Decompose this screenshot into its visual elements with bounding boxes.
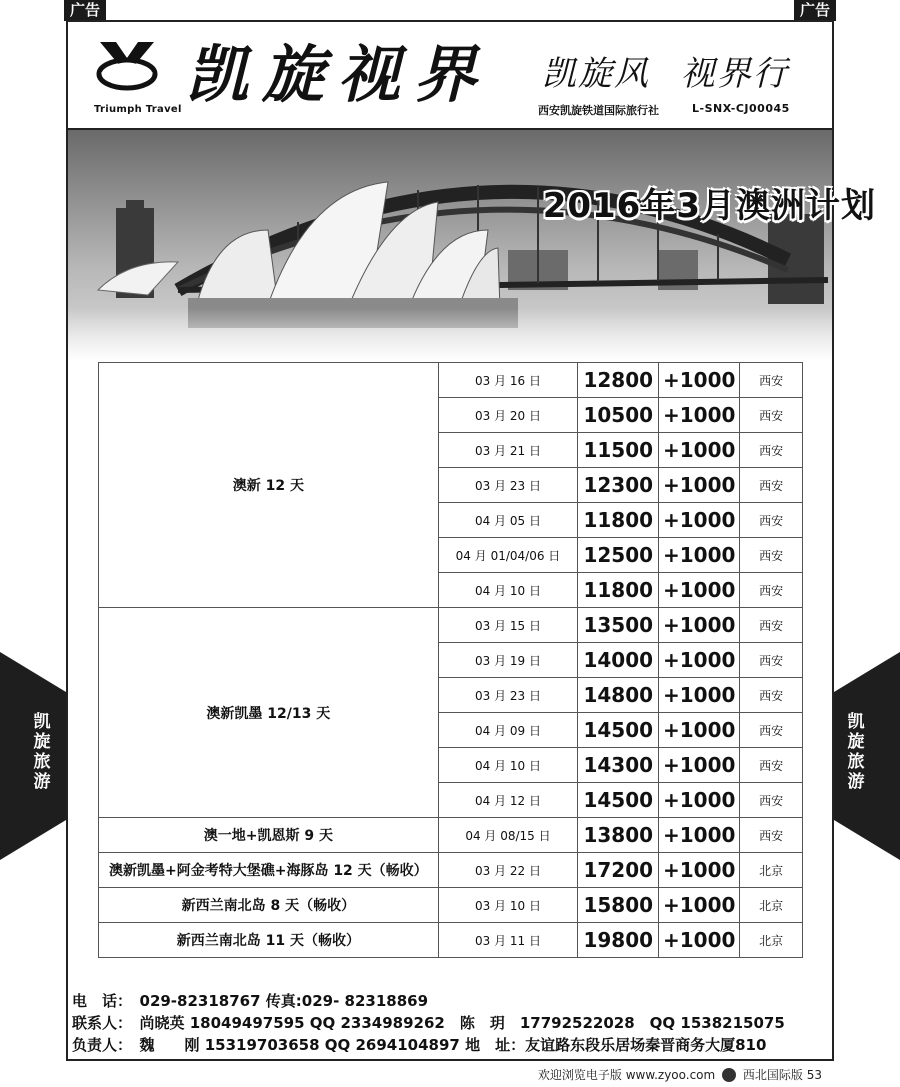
tour-schedule-table	[98, 362, 803, 958]
departure-date: 04 月 01/04/06 日	[438, 538, 578, 573]
tax-surcharge: +1000	[659, 363, 740, 398]
tax-surcharge: +1000	[659, 503, 740, 538]
departure-city: 西安	[740, 573, 803, 608]
tour-price: 14500	[578, 783, 659, 818]
headline: 2016年3月澳洲计划	[542, 186, 876, 226]
departure-city: 西安	[740, 748, 803, 783]
departure-date: 03 月 19 日	[438, 643, 578, 678]
departure-date: 04 月 10 日	[438, 748, 578, 783]
contact-phone: 电 话： 029-82318767 传真:029- 82318869	[72, 992, 429, 1010]
departure-date: 03 月 21 日	[438, 433, 578, 468]
departure-city: 西安	[740, 818, 803, 853]
seal-icon	[722, 1068, 736, 1082]
departure-date: 03 月 23 日	[438, 468, 578, 503]
tour-price: 12800	[578, 363, 659, 398]
tax-surcharge: +1000	[659, 888, 740, 923]
tour-price: 11800	[578, 573, 659, 608]
slogan: 凯旋风 视界行	[542, 54, 789, 94]
departure-city: 北京	[740, 853, 803, 888]
side-tab-right	[834, 652, 900, 860]
tour-price: 13800	[578, 818, 659, 853]
route-name: 澳新凯墨 12/13 天	[99, 608, 439, 818]
tax-surcharge: +1000	[659, 923, 740, 958]
departure-date: 03 月 10 日	[438, 888, 578, 923]
tax-surcharge: +1000	[659, 573, 740, 608]
departure-date: 03 月 16 日	[438, 363, 578, 398]
footer-site[interactable]: www.zyoo.com	[625, 1068, 716, 1082]
tax-surcharge: +1000	[659, 748, 740, 783]
contact-manager: 负责人： 魏 刚 15319703658 QQ 2694104897 地 址：友谊路东段乐居场秦晋商务大厦810	[72, 1036, 767, 1054]
tour-price: 14000	[578, 643, 659, 678]
triumph-logo-icon	[94, 34, 160, 94]
license-number: L-SNX-CJ00045	[692, 102, 790, 115]
tax-surcharge: +1000	[659, 398, 740, 433]
side-tab-left	[0, 652, 66, 860]
departure-city: 北京	[740, 888, 803, 923]
tax-surcharge: +1000	[659, 538, 740, 573]
agency-name: 西安凯旋铁道国际旅行社	[538, 104, 659, 117]
departure-date: 04 月 12 日	[438, 783, 578, 818]
table-row	[99, 363, 803, 398]
header	[68, 22, 832, 130]
departure-date: 03 月 22 日	[438, 853, 578, 888]
tax-surcharge: +1000	[659, 468, 740, 503]
tour-price: 17200	[578, 853, 659, 888]
contact-persons: 联系人： 尚晓英 18049497595 QQ 2334989262 陈 玥 17792522028 QQ 1538215075	[72, 1014, 785, 1032]
departure-date: 03 月 11 日	[438, 923, 578, 958]
tour-price: 11500	[578, 433, 659, 468]
tour-price: 12300	[578, 468, 659, 503]
departure-city: 西安	[740, 783, 803, 818]
departure-city: 西安	[740, 363, 803, 398]
departure-city: 西安	[740, 433, 803, 468]
tour-price: 11800	[578, 503, 659, 538]
tour-price: 19800	[578, 923, 659, 958]
table-row	[99, 818, 803, 853]
route-name: 澳新凯墨+阿金考特大堡礁+海豚岛 12 天（畅收）	[99, 853, 439, 888]
departure-city: 西安	[740, 643, 803, 678]
departure-date: 03 月 20 日	[438, 398, 578, 433]
route-name: 澳一地+凯恩斯 9 天	[99, 818, 439, 853]
tour-price: 13500	[578, 608, 659, 643]
route-name: 新西兰南北岛 11 天（畅收）	[99, 923, 439, 958]
tax-surcharge: +1000	[659, 608, 740, 643]
sydney-photo	[68, 130, 832, 362]
logo-english-name: Triumph Travel	[94, 104, 182, 115]
tax-surcharge: +1000	[659, 783, 740, 818]
ad-tag-left: 广告	[64, 0, 106, 21]
departure-city: 西安	[740, 608, 803, 643]
footer-welcome: 欢迎浏览电子版	[537, 1068, 622, 1082]
tour-price: 15800	[578, 888, 659, 923]
departure-city: 北京	[740, 923, 803, 958]
contact-block	[72, 990, 785, 1056]
page-footer	[538, 1066, 822, 1083]
tax-surcharge: +1000	[659, 433, 740, 468]
ad-tag-right: 广告	[794, 0, 836, 21]
side-label-right: 凯 旋 旅 游	[847, 712, 865, 792]
footer-page-number: 53	[806, 1068, 822, 1082]
tax-surcharge: +1000	[659, 678, 740, 713]
tax-surcharge: +1000	[659, 713, 740, 748]
tour-price: 10500	[578, 398, 659, 433]
table-row	[99, 608, 803, 643]
departure-city: 西安	[740, 398, 803, 433]
departure-date: 03 月 15 日	[438, 608, 578, 643]
table-row	[99, 923, 803, 958]
tour-price: 14800	[578, 678, 659, 713]
departure-date: 03 月 23 日	[438, 678, 578, 713]
tour-price: 12500	[578, 538, 659, 573]
table-row	[99, 888, 803, 923]
table-row	[99, 853, 803, 888]
tax-surcharge: +1000	[659, 643, 740, 678]
tax-surcharge: +1000	[659, 818, 740, 853]
route-name: 澳新 12 天	[99, 363, 439, 608]
departure-city: 西安	[740, 713, 803, 748]
departure-date: 04 月 10 日	[438, 573, 578, 608]
tax-surcharge: +1000	[659, 853, 740, 888]
departure-city: 西安	[740, 538, 803, 573]
tour-price: 14300	[578, 748, 659, 783]
departure-city: 西安	[740, 678, 803, 713]
departure-city: 西安	[740, 503, 803, 538]
footer-edition: 西北国际版	[742, 1068, 803, 1082]
tour-price: 14500	[578, 713, 659, 748]
departure-city: 西安	[740, 468, 803, 503]
brand-title: 凯旋视界	[186, 38, 491, 111]
departure-date: 04 月 09 日	[438, 713, 578, 748]
route-name: 新西兰南北岛 8 天（畅收）	[99, 888, 439, 923]
departure-date: 04 月 08/15 日	[438, 818, 578, 853]
departure-date: 04 月 05 日	[438, 503, 578, 538]
side-label-left: 凯 旋 旅 游	[33, 712, 51, 792]
